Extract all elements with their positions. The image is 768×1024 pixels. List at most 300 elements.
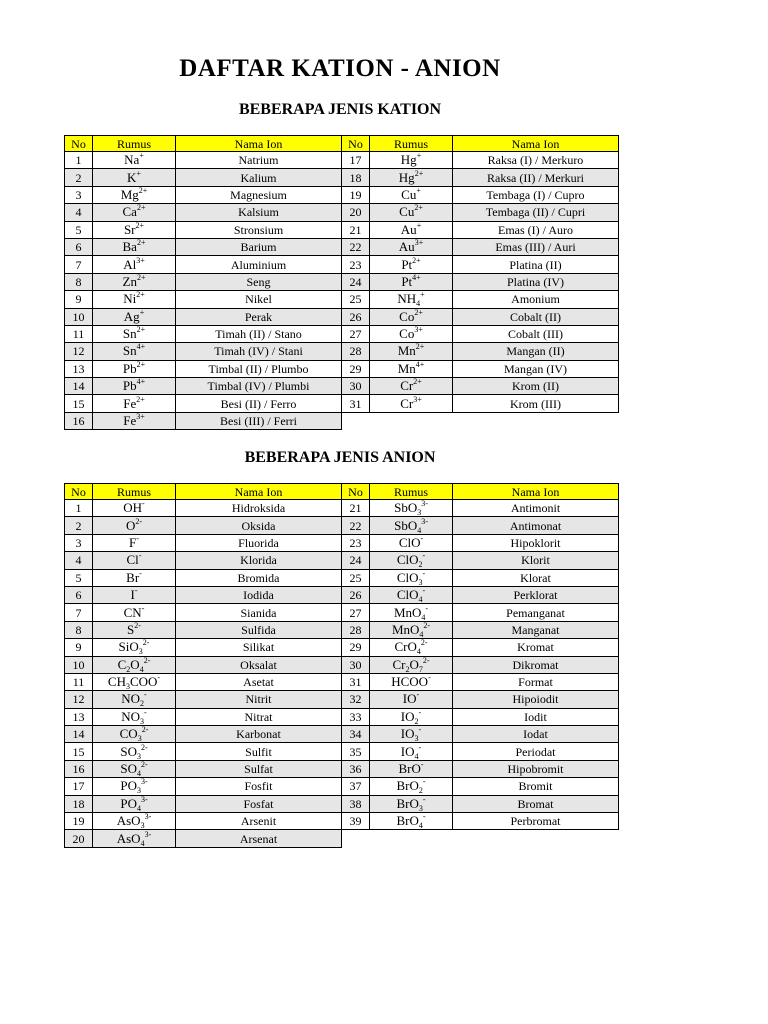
cell-rumus (370, 325, 453, 342)
cell-no: 4 (65, 552, 93, 569)
formula-charge: - (141, 603, 145, 613)
cell-no: 21 (342, 221, 370, 238)
cell-nama-ion: Dikromat (453, 656, 619, 673)
cell-rumus (93, 378, 176, 395)
cell-no: 13 (65, 708, 93, 725)
formula-text: Mn (397, 360, 416, 376)
cell-nama-ion: Silikat (176, 639, 342, 656)
formula-charge: 2+ (414, 168, 424, 178)
cell-rumus (370, 760, 453, 777)
cell-no: 19 (65, 813, 93, 830)
cell-rumus (370, 813, 453, 830)
header-nama-ion: Nama Ion (176, 136, 342, 152)
formula-text: I (130, 587, 135, 603)
cell-no: 31 (342, 395, 370, 412)
table-row (65, 308, 619, 325)
cell-nama-ion: Oksida (176, 517, 342, 534)
table-row (65, 273, 619, 290)
formula-text: SbO (394, 517, 418, 533)
cell-nama-ion: Karbonat (176, 726, 342, 743)
table-row (65, 169, 619, 186)
cell-nama-ion: Timbal (II) / Plumbo (176, 360, 342, 377)
cell-nama-ion: Bromat (453, 795, 619, 812)
formula-charge: + (139, 308, 145, 317)
formula-text: SO (120, 743, 137, 759)
formula-text: Zn (122, 273, 137, 289)
table-row (65, 813, 619, 830)
cell-no: 25 (342, 291, 370, 308)
formula-charge: 4+ (415, 360, 425, 369)
formula-text: Au (398, 239, 415, 255)
cell-no: 1 (65, 152, 93, 169)
formula-text: PO (120, 795, 137, 811)
cell-nama-ion: Pemanganat (453, 604, 619, 621)
cell-no: 27 (342, 325, 370, 342)
cell-nama-ion: Raksa (I) / Merkuro (453, 152, 619, 169)
formula-subscript: 7 (418, 664, 423, 674)
formula-text: MnO (391, 621, 420, 637)
cell-no: 3 (65, 186, 93, 203)
formula-charge: - (416, 690, 420, 700)
formula-text: BrO (396, 813, 419, 829)
cell-rumus (93, 291, 176, 308)
cell-rumus (93, 395, 176, 412)
cell-rumus (370, 291, 453, 308)
formula-charge: 2+ (136, 360, 146, 369)
formula-text: BrO (396, 795, 419, 811)
formula-text: CrO (394, 639, 417, 655)
cell-no: 24 (342, 552, 370, 569)
cell-rumus (370, 273, 453, 290)
cell-no: 32 (342, 691, 370, 708)
formula-subscript: 4 (418, 595, 423, 604)
formula-charge: - (136, 534, 139, 543)
formula-charge: + (136, 168, 141, 178)
cell-no: 18 (342, 169, 370, 186)
header-no: No (65, 484, 93, 500)
formula-charge: 2- (422, 656, 430, 665)
cell-nama-ion: Iodat (453, 726, 619, 743)
formula-charge: - (144, 708, 147, 717)
table-row (65, 569, 619, 586)
formula-text: Sn (122, 343, 137, 359)
formula-subscript: 4 (417, 525, 422, 535)
table-row (65, 552, 619, 569)
formula-charge: 3- (421, 516, 428, 526)
formula-charge: - (422, 812, 426, 822)
cell-rumus (93, 256, 176, 273)
cell-rumus (93, 238, 176, 255)
cell-no: 22 (342, 238, 370, 255)
formula-text: S (127, 621, 135, 637)
formula-text: Pb (122, 378, 137, 394)
table-row (65, 378, 619, 395)
formula-charge: - (422, 586, 426, 596)
formula-subscript: 3 (136, 751, 141, 761)
formula-charge: 2- (143, 656, 151, 665)
cell-no: 22 (342, 517, 370, 534)
cell-rumus (93, 221, 176, 238)
cell-nama-ion: Magnesium (176, 186, 342, 203)
formula-text: Hg (400, 152, 417, 168)
cell-nama-ion: Timbal (IV) / Plumbi (176, 378, 342, 395)
cell-nama-ion: Arsenat (176, 830, 342, 847)
cell-rumus (93, 569, 176, 586)
formula-charge: 2+ (136, 238, 146, 248)
formula-text: Fe (123, 413, 137, 429)
cell-nama-ion: Perklorat (453, 586, 619, 603)
cell-no: 7 (65, 604, 93, 621)
formula-charge: + (416, 186, 421, 195)
formula-subscript: 2 (140, 699, 145, 709)
kation-header-row (65, 136, 619, 152)
cell-rumus (93, 517, 176, 534)
cell-rumus (370, 743, 453, 760)
cell-nama-ion: Platina (II) (453, 256, 619, 273)
cell-no: 12 (65, 691, 93, 708)
formula-subscript: 3 (414, 734, 419, 743)
cell-no: 11 (65, 673, 93, 690)
cell-no: 30 (342, 656, 370, 673)
cell-nama-ion: Cobalt (III) (453, 325, 619, 342)
formula-text: O (130, 656, 140, 672)
cell-rumus (93, 743, 176, 760)
cell-no: 5 (65, 221, 93, 238)
formula-charge: 3+ (414, 238, 424, 248)
cell-no: 27 (342, 604, 370, 621)
table-row (65, 204, 619, 221)
cell-nama-ion: Hipoiodit (453, 691, 619, 708)
cell-nama-ion: Manganat (453, 621, 619, 638)
cell-no: 25 (342, 569, 370, 586)
formula-text: O (409, 656, 419, 672)
cell-no: 29 (342, 360, 370, 377)
cell-nama-ion: Hipobromit (453, 760, 619, 777)
cell-nama-ion: Seng (176, 273, 342, 290)
formula-subscript: 4 (418, 821, 423, 830)
formula-text: IO (400, 743, 415, 759)
formula-subscript: 2 (418, 786, 423, 796)
formula-text: Ag (123, 308, 140, 324)
cell-nama-ion: Sulfida (176, 621, 342, 638)
cell-nama-ion: Tembaga (I) / Cupro (453, 186, 619, 203)
formula-text: Cu (399, 204, 415, 220)
table-row (65, 830, 619, 847)
cell-no: 9 (65, 291, 93, 308)
table-row (65, 778, 619, 795)
formula-text: Cu (401, 186, 417, 202)
formula-charge: + (416, 221, 422, 230)
formula-subscript: 4 (416, 647, 421, 657)
formula-charge: - (142, 499, 145, 509)
formula-text: BrO (396, 778, 419, 794)
cell-no: 8 (65, 621, 93, 638)
cell-no: 38 (342, 795, 370, 812)
empty-cell (342, 412, 619, 429)
formula-text: Mn (397, 343, 416, 359)
formula-charge: - (144, 690, 147, 700)
formula-charge: 2+ (135, 221, 145, 230)
cell-nama-ion: Perbromat (453, 813, 619, 830)
cell-no: 5 (65, 569, 93, 586)
formula-charge: + (420, 290, 425, 300)
cell-nama-ion: Sulfit (176, 743, 342, 760)
formula-text: ClO (398, 534, 421, 550)
formula-text: Ba (122, 239, 137, 255)
cell-no: 20 (65, 830, 93, 847)
cell-no: 2 (65, 169, 93, 186)
formula-subscript: 3 (418, 803, 423, 813)
cell-no: 30 (342, 378, 370, 395)
cell-rumus (93, 500, 176, 517)
cell-no: 6 (65, 238, 93, 255)
table-row (65, 604, 619, 621)
cell-no: 14 (65, 726, 93, 743)
cell-no: 6 (65, 586, 93, 603)
formula-charge: 3- (144, 812, 152, 822)
cell-no: 23 (342, 256, 370, 273)
cell-rumus (370, 726, 453, 743)
cell-nama-ion: Bromit (453, 778, 619, 795)
formula-text: Cr (400, 395, 414, 411)
cell-rumus (370, 691, 453, 708)
formula-charge: 2+ (136, 325, 146, 335)
cell-no: 16 (65, 412, 93, 429)
cell-no: 36 (342, 760, 370, 777)
formula-text: Au (400, 221, 417, 237)
cell-nama-ion: Hidroksida (176, 500, 342, 517)
cell-rumus (93, 656, 176, 673)
cell-no: 28 (342, 343, 370, 360)
cell-rumus (370, 708, 453, 725)
table-row (65, 325, 619, 342)
formula-text: CH (107, 674, 126, 690)
cell-nama-ion: Antimonat (453, 517, 619, 534)
cell-rumus (93, 691, 176, 708)
cell-nama-ion: Cobalt (II) (453, 308, 619, 325)
cell-nama-ion: Krom (III) (453, 395, 619, 412)
table-row (65, 621, 619, 638)
cell-rumus (93, 813, 176, 830)
cell-rumus (370, 378, 453, 395)
table-row (65, 395, 619, 412)
header-no: No (342, 136, 370, 152)
cell-rumus (93, 586, 176, 603)
table-row (65, 760, 619, 777)
cell-nama-ion: Arsenit (176, 813, 342, 830)
cell-rumus (93, 830, 176, 847)
table-row (65, 152, 619, 169)
formula-charge: 2+ (414, 308, 423, 317)
cell-no: 1 (65, 500, 93, 517)
cell-rumus (370, 238, 453, 255)
formula-text: HCOO (391, 674, 429, 690)
cell-rumus (370, 569, 453, 586)
cell-nama-ion: Periodat (453, 743, 619, 760)
formula-charge: 3- (140, 777, 148, 787)
formula-subscript: 3 (418, 577, 423, 587)
formula-charge: - (139, 569, 142, 578)
anion-section-title: BEBERAPA JENIS ANION (244, 449, 436, 466)
formula-text: Cr (392, 656, 406, 672)
cell-rumus (370, 500, 453, 517)
cell-no: 16 (65, 760, 93, 777)
formula-charge: 2- (420, 638, 428, 648)
formula-text: Ca (122, 204, 137, 220)
cell-nama-ion: Mangan (IV) (453, 360, 619, 377)
formula-subscript: 4 (419, 629, 424, 639)
formula-text: Pt (401, 273, 413, 289)
header-no: No (65, 136, 93, 152)
formula-charge: 3+ (414, 325, 423, 335)
cell-no: 13 (65, 360, 93, 377)
kation-table (64, 135, 619, 430)
formula-charge: 3- (140, 795, 148, 804)
cell-rumus (93, 360, 176, 377)
formula-text: K (127, 169, 137, 185)
formula-charge: 2+ (136, 394, 145, 404)
formula-charge: + (416, 151, 422, 161)
cell-no: 35 (342, 743, 370, 760)
table-row (65, 412, 619, 429)
formula-text: IO (400, 708, 415, 724)
formula-charge: 3- (421, 499, 428, 509)
cell-no: 9 (65, 639, 93, 656)
formula-charge: 2+ (138, 186, 148, 195)
formula-charge: - (425, 603, 429, 613)
formula-charge: - (422, 777, 426, 787)
formula-text: OH (123, 500, 143, 516)
cell-rumus (370, 639, 453, 656)
formula-text: PO (120, 778, 137, 794)
cell-nama-ion: Klorat (453, 569, 619, 586)
cell-no: 28 (342, 621, 370, 638)
cell-nama-ion: Fosfit (176, 778, 342, 795)
formula-text: BrO (398, 761, 421, 777)
cell-no: 17 (342, 152, 370, 169)
formula-charge: - (428, 673, 431, 683)
formula-text: COO (129, 674, 158, 690)
cell-rumus (370, 673, 453, 690)
formula-text: NO (121, 691, 141, 707)
formula-text: AsO (116, 830, 141, 846)
formula-subscript: 3 (140, 716, 145, 726)
header-rumus: Rumus (93, 136, 176, 152)
formula-text: ClO (396, 587, 419, 603)
cell-rumus (370, 552, 453, 569)
cell-rumus (370, 656, 453, 673)
formula-text: SbO (394, 500, 418, 516)
anion-table (64, 483, 619, 848)
cell-rumus (370, 169, 453, 186)
formula-text: Cr (400, 378, 414, 394)
cell-nama-ion: Nitrit (176, 691, 342, 708)
cell-nama-ion: Natrium (176, 152, 342, 169)
formula-text: F (129, 534, 137, 550)
formula-charge: 2+ (413, 377, 422, 387)
cell-nama-ion: Sianida (176, 604, 342, 621)
formula-subscript: 4 (139, 664, 144, 674)
cell-no: 11 (65, 325, 93, 342)
table-row (65, 586, 619, 603)
formula-charge: - (422, 551, 426, 561)
formula-text: Na (124, 152, 140, 168)
cell-rumus (93, 552, 176, 569)
cell-nama-ion: Mangan (II) (453, 343, 619, 360)
formula-charge: 2- (134, 621, 141, 630)
formula-charge: 3+ (136, 255, 145, 265)
cell-no: 15 (65, 395, 93, 412)
formula-subscript: 4 (140, 838, 145, 848)
formula-subscript: 2 (414, 716, 419, 726)
formula-text: Br (126, 569, 140, 585)
cell-nama-ion: Klorida (176, 552, 342, 569)
header-nama-ion: Nama Ion (176, 484, 342, 500)
formula-charge: 3+ (136, 412, 145, 422)
formula-text: ClO (396, 569, 419, 585)
cell-rumus (370, 186, 453, 203)
cell-nama-ion: Timah (II) / Stano (176, 325, 342, 342)
table-row (65, 656, 619, 673)
cell-nama-ion: Emas (I) / Auro (453, 221, 619, 238)
formula-charge: 4+ (412, 273, 421, 282)
cell-nama-ion: Kalsium (176, 204, 342, 221)
formula-text: Sr (123, 221, 136, 237)
formula-charge: 2- (142, 638, 150, 648)
formula-subscript: 3 (136, 786, 141, 796)
cell-nama-ion: Iodida (176, 586, 342, 603)
formula-subscript: 4 (414, 751, 419, 761)
cell-nama-ion: Kromat (453, 639, 619, 656)
cell-nama-ion: Krom (II) (453, 378, 619, 395)
cell-no: 37 (342, 778, 370, 795)
cell-no: 39 (342, 813, 370, 830)
header-rumus: Rumus (370, 484, 453, 500)
cell-rumus (370, 395, 453, 412)
header-rumus: Rumus (370, 136, 453, 152)
cell-rumus (93, 186, 176, 203)
cell-nama-ion: Barium (176, 238, 342, 255)
cell-nama-ion: Amonium (453, 291, 619, 308)
cell-no: 31 (342, 673, 370, 690)
cell-rumus (370, 621, 453, 638)
formula-charge: 3+ (413, 394, 422, 404)
cell-rumus (93, 795, 176, 812)
table-row (65, 500, 619, 517)
formula-subscript: 4 (421, 612, 426, 622)
table-row (65, 673, 619, 690)
formula-text: MnO (393, 604, 422, 620)
cell-rumus (370, 778, 453, 795)
cell-no: 14 (65, 378, 93, 395)
formula-text: Hg (398, 169, 415, 185)
header-no: No (342, 484, 370, 500)
formula-charge: - (420, 534, 424, 543)
formula-text: Pb (122, 360, 137, 376)
table-row (65, 360, 619, 377)
formula-text: Cl (126, 552, 139, 568)
cell-nama-ion: Raksa (II) / Merkuri (453, 169, 619, 186)
anion-header-row (65, 484, 619, 500)
formula-charge: - (418, 708, 422, 717)
formula-charge: 2+ (136, 273, 146, 282)
cell-nama-ion: Asetat (176, 673, 342, 690)
cell-nama-ion: Format (453, 673, 619, 690)
table-row (65, 534, 619, 551)
formula-text: NH (397, 291, 417, 307)
formula-charge: 4+ (136, 342, 146, 352)
cell-nama-ion: Klorit (453, 552, 619, 569)
